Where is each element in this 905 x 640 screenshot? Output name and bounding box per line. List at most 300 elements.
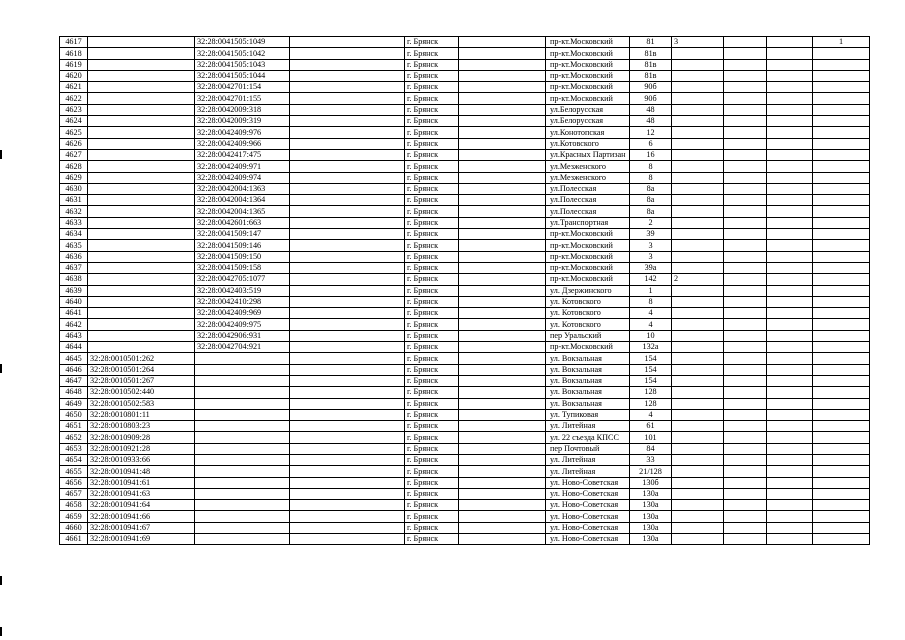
- empty-cell: [459, 217, 546, 228]
- city-cell: г. Брянск: [405, 138, 459, 149]
- empty-cell: [290, 229, 405, 240]
- empty-cell: [724, 172, 767, 183]
- empty-cell: [724, 511, 767, 522]
- empty-cell: [767, 116, 813, 127]
- street-cell: ул. Литейная: [546, 421, 630, 432]
- house-number-cell: 154: [630, 353, 672, 364]
- empty-cell: [459, 500, 546, 511]
- row-number-cell: 4643: [60, 330, 88, 341]
- empty-cell: [724, 240, 767, 251]
- page-edge-mark: [0, 576, 2, 585]
- cadastral-number-cell: [88, 172, 195, 183]
- street-cell: ул. Вокзальная: [546, 398, 630, 409]
- building-cadastral-number-cell: 32:28:0041505:1043: [195, 59, 290, 70]
- extra-value-cell: [672, 398, 724, 409]
- extra-count-cell: [813, 217, 870, 228]
- empty-cell: [290, 195, 405, 206]
- building-cadastral-number-cell: 32:28:0041509:146: [195, 240, 290, 251]
- empty-cell: [724, 206, 767, 217]
- cadastral-number-cell: 32:28:0010909:28: [88, 432, 195, 443]
- extra-value-cell: [672, 48, 724, 59]
- street-cell: ул. 22 съезда КПСС: [546, 432, 630, 443]
- empty-cell: [459, 285, 546, 296]
- empty-cell: [290, 161, 405, 172]
- extra-value-cell: [672, 59, 724, 70]
- empty-cell: [767, 48, 813, 59]
- empty-cell: [724, 409, 767, 420]
- registry-table: [59, 36, 870, 545]
- cadastral-number-cell: 32:28:0010501:264: [88, 364, 195, 375]
- street-cell: ул. Ново-Советская: [546, 534, 630, 545]
- street-cell: ул.Полесская: [546, 183, 630, 194]
- building-cadastral-number-cell: [195, 488, 290, 499]
- extra-count-cell: [813, 319, 870, 330]
- empty-cell: [290, 37, 405, 48]
- cadastral-number-cell: [88, 104, 195, 115]
- row-number-cell: 4654: [60, 454, 88, 465]
- cadastral-number-cell: 32:28:0010941:67: [88, 522, 195, 533]
- building-cadastral-number-cell: 32:28:0041505:1044: [195, 70, 290, 81]
- empty-cell: [724, 454, 767, 465]
- house-number-cell: 16: [630, 149, 672, 160]
- table-row: [60, 59, 870, 70]
- extra-value-cell: [672, 116, 724, 127]
- empty-cell: [724, 229, 767, 240]
- empty-cell: [290, 48, 405, 59]
- extra-value-cell: [672, 161, 724, 172]
- row-number-cell: 4636: [60, 251, 88, 262]
- empty-cell: [767, 217, 813, 228]
- cadastral-number-cell: [88, 262, 195, 273]
- extra-value-cell: [672, 240, 724, 251]
- row-number-cell: 4624: [60, 116, 88, 127]
- table-row: [60, 149, 870, 160]
- empty-cell: [459, 138, 546, 149]
- empty-cell: [724, 353, 767, 364]
- empty-cell: [290, 387, 405, 398]
- city-cell: г. Брянск: [405, 375, 459, 386]
- empty-cell: [459, 353, 546, 364]
- empty-cell: [459, 443, 546, 454]
- extra-count-cell: [813, 59, 870, 70]
- city-cell: г. Брянск: [405, 274, 459, 285]
- empty-cell: [767, 206, 813, 217]
- empty-cell: [767, 477, 813, 488]
- page-edge-mark: [0, 150, 2, 159]
- empty-cell: [459, 534, 546, 545]
- empty-cell: [459, 37, 546, 48]
- extra-value-cell: 2: [672, 274, 724, 285]
- house-number-cell: 81в: [630, 48, 672, 59]
- cadastral-number-cell: [88, 296, 195, 307]
- building-cadastral-number-cell: 32:28:0042417:475: [195, 149, 290, 160]
- street-cell: пр-кт.Московский: [546, 70, 630, 81]
- table-row: [60, 488, 870, 499]
- cadastral-number-cell: 32:28:0010501:267: [88, 375, 195, 386]
- empty-cell: [724, 534, 767, 545]
- row-number-cell: 4630: [60, 183, 88, 194]
- city-cell: г. Брянск: [405, 82, 459, 93]
- empty-cell: [459, 183, 546, 194]
- empty-cell: [290, 59, 405, 70]
- row-number-cell: 4653: [60, 443, 88, 454]
- empty-cell: [767, 149, 813, 160]
- empty-cell: [724, 342, 767, 353]
- city-cell: г. Брянск: [405, 488, 459, 499]
- cadastral-number-cell: [88, 161, 195, 172]
- row-number-cell: 4626: [60, 138, 88, 149]
- house-number-cell: 130а: [630, 500, 672, 511]
- cadastral-number-cell: [88, 206, 195, 217]
- empty-cell: [290, 319, 405, 330]
- empty-cell: [290, 262, 405, 273]
- street-cell: пр-кт.Московский: [546, 274, 630, 285]
- extra-value-cell: [672, 70, 724, 81]
- street-cell: ул.Полесская: [546, 206, 630, 217]
- city-cell: г. Брянск: [405, 454, 459, 465]
- empty-cell: [459, 59, 546, 70]
- house-number-cell: 48: [630, 104, 672, 115]
- empty-cell: [290, 364, 405, 375]
- row-number-cell: 4641: [60, 308, 88, 319]
- empty-cell: [459, 240, 546, 251]
- empty-cell: [724, 93, 767, 104]
- empty-cell: [724, 48, 767, 59]
- extra-value-cell: [672, 421, 724, 432]
- extra-count-cell: [813, 522, 870, 533]
- empty-cell: [724, 421, 767, 432]
- cadastral-number-cell: 32:28:0010921:28: [88, 443, 195, 454]
- extra-value-cell: [672, 172, 724, 183]
- empty-cell: [724, 116, 767, 127]
- empty-cell: [290, 217, 405, 228]
- empty-cell: [767, 488, 813, 499]
- city-cell: г. Брянск: [405, 308, 459, 319]
- empty-cell: [767, 104, 813, 115]
- building-cadastral-number-cell: 32:28:0042409:969: [195, 308, 290, 319]
- empty-cell: [767, 59, 813, 70]
- empty-cell: [459, 330, 546, 341]
- extra-count-cell: [813, 342, 870, 353]
- building-cadastral-number-cell: 32:28:0042906:931: [195, 330, 290, 341]
- house-number-cell: 90б: [630, 82, 672, 93]
- street-cell: пер Почтовый: [546, 443, 630, 454]
- street-cell: ул. Литейная: [546, 466, 630, 477]
- building-cadastral-number-cell: 32:28:0041509:147: [195, 229, 290, 240]
- row-number-cell: 4661: [60, 534, 88, 545]
- table-row: [60, 500, 870, 511]
- street-cell: ул.Полесская: [546, 195, 630, 206]
- extra-count-cell: [813, 93, 870, 104]
- empty-cell: [724, 319, 767, 330]
- empty-cell: [459, 342, 546, 353]
- empty-cell: [290, 172, 405, 183]
- extra-count-cell: [813, 443, 870, 454]
- cadastral-number-cell: [88, 240, 195, 251]
- building-cadastral-number-cell: 32:28:0042009:318: [195, 104, 290, 115]
- empty-cell: [724, 500, 767, 511]
- empty-cell: [459, 488, 546, 499]
- extra-value-cell: [672, 534, 724, 545]
- extra-count-cell: [813, 477, 870, 488]
- city-cell: г. Брянск: [405, 161, 459, 172]
- table-row: [60, 183, 870, 194]
- empty-cell: [290, 466, 405, 477]
- extra-count-cell: [813, 183, 870, 194]
- empty-cell: [459, 206, 546, 217]
- empty-cell: [767, 443, 813, 454]
- table-row: [60, 240, 870, 251]
- city-cell: г. Брянск: [405, 104, 459, 115]
- house-number-cell: 130а: [630, 511, 672, 522]
- extra-count-cell: [813, 511, 870, 522]
- empty-cell: [290, 138, 405, 149]
- extra-value-cell: [672, 93, 724, 104]
- street-cell: ул.Котовского: [546, 138, 630, 149]
- registry-table-body: [60, 37, 870, 545]
- empty-cell: [290, 127, 405, 138]
- city-cell: г. Брянск: [405, 262, 459, 273]
- city-cell: г. Брянск: [405, 330, 459, 341]
- extra-value-cell: [672, 364, 724, 375]
- cadastral-number-cell: [88, 195, 195, 206]
- city-cell: г. Брянск: [405, 443, 459, 454]
- city-cell: г. Брянск: [405, 364, 459, 375]
- extra-value-cell: [672, 251, 724, 262]
- table-row: [60, 37, 870, 48]
- row-number-cell: 4638: [60, 274, 88, 285]
- empty-cell: [290, 443, 405, 454]
- cadastral-number-cell: [88, 308, 195, 319]
- cadastral-number-cell: 32:28:0010801:11: [88, 409, 195, 420]
- extra-count-cell: [813, 308, 870, 319]
- empty-cell: [290, 409, 405, 420]
- extra-count-cell: [813, 500, 870, 511]
- street-cell: ул. Ново-Советская: [546, 522, 630, 533]
- extra-value-cell: [672, 195, 724, 206]
- house-number-cell: 1: [630, 285, 672, 296]
- table-row: [60, 432, 870, 443]
- city-cell: г. Брянск: [405, 296, 459, 307]
- empty-cell: [767, 172, 813, 183]
- table-row: [60, 82, 870, 93]
- empty-cell: [290, 274, 405, 285]
- house-number-cell: 8: [630, 161, 672, 172]
- empty-cell: [290, 511, 405, 522]
- extra-value-cell: [672, 454, 724, 465]
- building-cadastral-number-cell: 32:28:0042409:976: [195, 127, 290, 138]
- house-number-cell: 154: [630, 375, 672, 386]
- row-number-cell: 4656: [60, 477, 88, 488]
- cadastral-number-cell: [88, 217, 195, 228]
- extra-value-cell: [672, 217, 724, 228]
- table-row: [60, 274, 870, 285]
- table-row: [60, 116, 870, 127]
- cadastral-number-cell: [88, 251, 195, 262]
- row-number-cell: 4631: [60, 195, 88, 206]
- street-cell: ул.Конотопская: [546, 127, 630, 138]
- street-cell: ул. Ново-Советская: [546, 511, 630, 522]
- city-cell: г. Брянск: [405, 387, 459, 398]
- house-number-cell: 142: [630, 274, 672, 285]
- extra-count-cell: [813, 364, 870, 375]
- street-cell: пр-кт.Московский: [546, 251, 630, 262]
- extra-count-cell: [813, 82, 870, 93]
- cadastral-number-cell: [88, 70, 195, 81]
- empty-cell: [290, 454, 405, 465]
- empty-cell: [767, 127, 813, 138]
- empty-cell: [459, 432, 546, 443]
- row-number-cell: 4650: [60, 409, 88, 420]
- building-cadastral-number-cell: 32:28:0041505:1042: [195, 48, 290, 59]
- extra-value-cell: [672, 477, 724, 488]
- table-row: [60, 70, 870, 81]
- cadastral-number-cell: 32:28:0010502:583: [88, 398, 195, 409]
- building-cadastral-number-cell: 32:28:0042701:155: [195, 93, 290, 104]
- row-number-cell: 4644: [60, 342, 88, 353]
- empty-cell: [290, 93, 405, 104]
- row-number-cell: 4645: [60, 353, 88, 364]
- street-cell: пер Уральский: [546, 330, 630, 341]
- empty-cell: [290, 432, 405, 443]
- row-number-cell: 4659: [60, 511, 88, 522]
- building-cadastral-number-cell: 32:28:0042701:154: [195, 82, 290, 93]
- house-number-cell: 61: [630, 421, 672, 432]
- street-cell: пр-кт.Московский: [546, 262, 630, 273]
- street-cell: ул. Тупиковая: [546, 409, 630, 420]
- extra-value-cell: [672, 387, 724, 398]
- extra-value-cell: [672, 206, 724, 217]
- empty-cell: [767, 421, 813, 432]
- empty-cell: [459, 82, 546, 93]
- empty-cell: [459, 409, 546, 420]
- city-cell: г. Брянск: [405, 48, 459, 59]
- table-row: [60, 398, 870, 409]
- extra-count-cell: [813, 454, 870, 465]
- extra-count-cell: [813, 353, 870, 364]
- cadastral-number-cell: [88, 48, 195, 59]
- empty-cell: [290, 421, 405, 432]
- table-row: [60, 104, 870, 115]
- building-cadastral-number-cell: [195, 387, 290, 398]
- extra-count-cell: [813, 48, 870, 59]
- empty-cell: [459, 296, 546, 307]
- empty-cell: [290, 104, 405, 115]
- house-number-cell: 48: [630, 116, 672, 127]
- street-cell: пр-кт.Московский: [546, 48, 630, 59]
- extra-value-cell: [672, 375, 724, 386]
- table-row: [60, 138, 870, 149]
- building-cadastral-number-cell: [195, 522, 290, 533]
- empty-cell: [767, 432, 813, 443]
- row-number-cell: 4634: [60, 229, 88, 240]
- house-number-cell: 130а: [630, 534, 672, 545]
- building-cadastral-number-cell: 32:28:0041509:158: [195, 262, 290, 273]
- building-cadastral-number-cell: [195, 375, 290, 386]
- extra-value-cell: [672, 149, 724, 160]
- cadastral-number-cell: 32:28:0010941:63: [88, 488, 195, 499]
- table-row: [60, 409, 870, 420]
- cadastral-number-cell: [88, 330, 195, 341]
- empty-cell: [459, 522, 546, 533]
- empty-cell: [724, 127, 767, 138]
- house-number-cell: 6: [630, 138, 672, 149]
- table-row: [60, 217, 870, 228]
- row-number-cell: 4651: [60, 421, 88, 432]
- building-cadastral-number-cell: [195, 364, 290, 375]
- city-cell: г. Брянск: [405, 353, 459, 364]
- empty-cell: [290, 488, 405, 499]
- building-cadastral-number-cell: [195, 500, 290, 511]
- building-cadastral-number-cell: 32:28:0042009:319: [195, 116, 290, 127]
- empty-cell: [459, 308, 546, 319]
- house-number-cell: 81в: [630, 70, 672, 81]
- extra-value-cell: [672, 138, 724, 149]
- building-cadastral-number-cell: 32:28:0042004:1365: [195, 206, 290, 217]
- house-number-cell: 132а: [630, 342, 672, 353]
- table-row: [60, 534, 870, 545]
- empty-cell: [724, 443, 767, 454]
- extra-count-cell: [813, 398, 870, 409]
- house-number-cell: 8а: [630, 195, 672, 206]
- building-cadastral-number-cell: [195, 432, 290, 443]
- city-cell: г. Брянск: [405, 409, 459, 420]
- table-row: [60, 127, 870, 138]
- street-cell: пр-кт.Московский: [546, 82, 630, 93]
- extra-count-cell: [813, 387, 870, 398]
- table-row: [60, 206, 870, 217]
- building-cadastral-number-cell: [195, 466, 290, 477]
- row-number-cell: 4649: [60, 398, 88, 409]
- extra-value-cell: [672, 262, 724, 273]
- street-cell: ул.Мезженского: [546, 172, 630, 183]
- city-cell: г. Брянск: [405, 229, 459, 240]
- empty-cell: [767, 387, 813, 398]
- city-cell: г. Брянск: [405, 217, 459, 228]
- table-row: [60, 308, 870, 319]
- street-cell: ул. Вокзальная: [546, 364, 630, 375]
- street-cell: пр-кт.Московский: [546, 37, 630, 48]
- cadastral-number-cell: [88, 116, 195, 127]
- empty-cell: [724, 274, 767, 285]
- house-number-cell: 81в: [630, 59, 672, 70]
- cadastral-number-cell: [88, 319, 195, 330]
- empty-cell: [290, 477, 405, 488]
- cadastral-number-cell: 32:28:0010933:66: [88, 454, 195, 465]
- cadastral-number-cell: [88, 229, 195, 240]
- extra-count-cell: [813, 296, 870, 307]
- cadastral-number-cell: [88, 127, 195, 138]
- empty-cell: [767, 398, 813, 409]
- building-cadastral-number-cell: [195, 534, 290, 545]
- table-row: [60, 251, 870, 262]
- extra-count-cell: [813, 534, 870, 545]
- building-cadastral-number-cell: 32:28:0042004:1364: [195, 195, 290, 206]
- empty-cell: [767, 285, 813, 296]
- cadastral-number-cell: [88, 138, 195, 149]
- cadastral-number-cell: 32:28:0010941:61: [88, 477, 195, 488]
- building-cadastral-number-cell: 32:28:0042409:975: [195, 319, 290, 330]
- street-cell: ул. Вокзальная: [546, 387, 630, 398]
- empty-cell: [767, 138, 813, 149]
- empty-cell: [767, 229, 813, 240]
- extra-value-cell: [672, 500, 724, 511]
- cadastral-number-cell: 32:28:0010941:66: [88, 511, 195, 522]
- street-cell: ул. Ново-Советская: [546, 477, 630, 488]
- empty-cell: [724, 398, 767, 409]
- house-number-cell: 21/128: [630, 466, 672, 477]
- building-cadastral-number-cell: [195, 511, 290, 522]
